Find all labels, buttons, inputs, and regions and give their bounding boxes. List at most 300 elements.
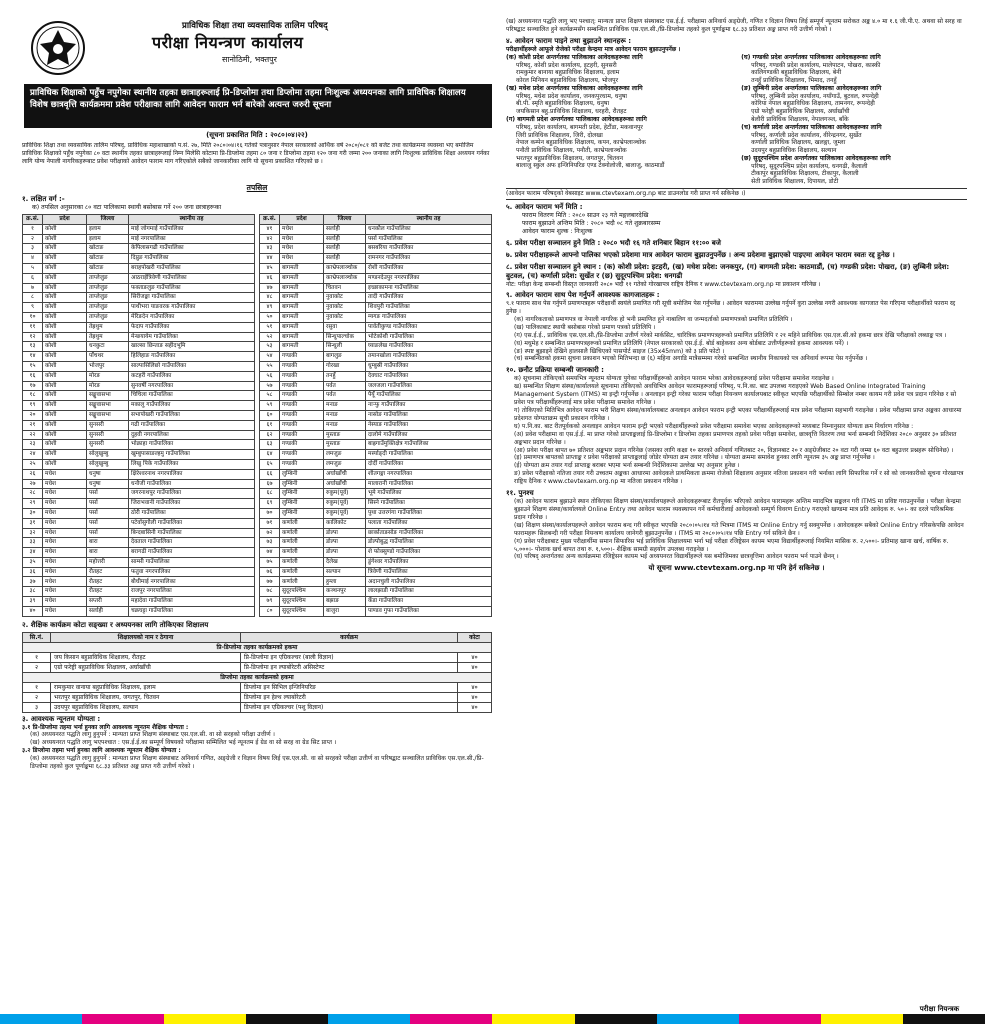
col-sn: क्र.सं. <box>23 215 43 225</box>
row-sn: ४४ <box>260 254 280 264</box>
row-local-level: बसबरिया गाउँपालिका <box>366 244 492 254</box>
section-8: ८. प्रवेश परीक्षा सञ्चालन हुने स्थान : (क) कोशी प्रदेश: इटहरी, (ख) मधेश प्रदेश: जनकपुर, (ग) बागमती प्रदेश: काठमाडौं, (घ) गण्डकी प्रदेश: पोखरा, (ङ) लुम्बिनी प्रदेश: बुटवल, (च) कर्णाली प्रदेश: सुर्खेत र (छ) सुदूरपश्चिम प्रदेश: धनगढी <box>506 262 950 280</box>
row-sn: ७३ <box>260 538 280 548</box>
row-local-level: भोटेकोशी गाउँपालिका <box>366 332 492 342</box>
inst-program: डिप्लोमा इन सिभिल इन्जिनियरिङ <box>241 682 458 692</box>
row-district: महोत्तरी <box>87 557 129 567</box>
table-row <box>23 489 255 499</box>
document-item: (ग) एस.ई.ई., प्राविधिक एस.एल.सी./प्रि-डिप्लोमा उत्तीर्ण गरेको मार्कसिट, चारित्रिक प्रमाणपत्रहरूको प्रमाणित प्रतिलिपि र २१ महिने प्राविधिक एस.एल.सी.को हकमा छात्र देखि परीक्षाको लब्धाङ्क पत्र । <box>514 331 947 339</box>
row-local-level: ठोरी गाउँपालिका <box>129 508 255 518</box>
row-local-level: साम्सी गाउँपालिका <box>129 557 255 567</box>
row-province: लुम्बिनी <box>280 508 324 518</box>
row-district: डोल्पा <box>324 548 366 558</box>
row-district: कालिकोट <box>324 518 366 528</box>
row-sn: ६० <box>260 410 280 420</box>
table-row <box>260 312 492 322</box>
row-sn: ४० <box>23 606 43 616</box>
row-province: बागमती <box>280 273 324 283</box>
row-local-level: लिखु पिके गाउँपालिका <box>129 459 255 469</box>
center-item: बेलौरी प्राविधिक शिक्षालय, नेपालगञ्ज, बाँके <box>751 115 849 123</box>
row-district: सुनसरी <box>87 420 129 430</box>
table-row <box>23 293 255 303</box>
row-province: बागमती <box>280 322 324 332</box>
row-local-level: तमानखोला गाउँपालिका <box>366 352 492 362</box>
center-item: कोरिया नेपाल बहुप्राविधिक शिक्षालय, तामनगर, रूपन्देही <box>751 100 875 108</box>
row-province: मधेश <box>43 597 87 607</box>
row-district: धनुषा <box>87 479 129 489</box>
row-province: बागमती <box>280 312 324 322</box>
row-province: सुदूरपश्चिम <box>280 606 324 616</box>
row-local-level: माई जोगमाई गाउँपालिका <box>129 224 255 234</box>
row-province: कोशी <box>43 293 87 303</box>
table-row <box>260 430 492 440</box>
row-province: गण्डकी <box>280 361 324 371</box>
row-sn: ६ <box>23 273 43 283</box>
row-province: लुम्बिनी <box>280 489 324 499</box>
row-district: खोटाङ <box>87 254 129 264</box>
dist-date: फाराम वितरण मिति : २०८० साउन २३ गते मङ्गलबारदेखि <box>522 211 649 219</box>
row-province: मधेश <box>43 606 87 616</box>
table-row <box>260 263 492 273</box>
row-district: बाजुरा <box>324 606 366 616</box>
row-sn: ७४ <box>260 548 280 558</box>
row-province: मधेश <box>280 254 324 264</box>
row-province: गण्डकी <box>280 430 324 440</box>
center-item: भरतपुर बहुप्राविधिक शिक्षालय, जगतपुर, चितवन <box>516 154 623 162</box>
table-row <box>23 283 255 293</box>
table-row <box>23 303 255 313</box>
row-sn: ७२ <box>260 528 280 538</box>
table-row <box>23 606 255 616</box>
row-sn: ४ <box>23 254 43 264</box>
row-local-level: केपिलासगढी गाउँपालिका <box>129 244 255 254</box>
inst-quota: ४० <box>458 682 492 692</box>
row-sn: १९ <box>23 401 43 411</box>
row-local-level: दुहवी नगरपालिका <box>129 430 255 440</box>
col-local-level: स्थानीय तह <box>366 215 492 225</box>
row-province: मधेश <box>43 489 87 499</box>
row-province: कोशी <box>43 381 87 391</box>
row-province: कोशी <box>43 303 87 313</box>
centers-left <box>506 54 732 186</box>
row-local-level: जिराभवानी गाउँपालिका <box>129 499 255 509</box>
row-province: सुदूरपश्चिम <box>280 587 324 597</box>
selection-item: ग) तोकिएको मितिभित्र आवेदन फाराम भरी शिक्षण संस्था/कार्यालयबाट अनलाइन आवेदन फाराम इन्ट्री भएका परीक्षार्थीहरूलाई मात्र प्रवेश परीक्षामा सहभागी गराइनेछ । प्रवेश परीक्षामा प्राप्त अङ्कका आधारमा प्रदेशगत योग्यताक्रम सूची प्रकाशन गरिनेछ । <box>514 407 962 422</box>
table-row <box>23 254 255 264</box>
row-local-level: डोल्पोबुद्ध गाउँपालिका <box>366 538 492 548</box>
row-sn: ४५ <box>260 263 280 273</box>
table-row <box>260 459 492 469</box>
inst-quota: ४० <box>458 662 492 672</box>
section-3-title: ३. आवश्यक न्यूनतम योग्यता : <box>22 714 101 723</box>
row-sn: ४९ <box>260 303 280 313</box>
selection-item: (इ) प्रमाणपत्र बापतको प्राप्ताङ्क र प्रवेश परीक्षाको प्राप्ताङ्कलाई जोडेर योग्यता क्रम तयार गरिनेछ । योग्यता क्रममा समावेश हुनका लागि न्यूनतम ३५ अङ्क प्राप्त गर्नुपर्नेछ । <box>514 454 875 462</box>
row-local-level: मेरिङदेन गाउँपालिका <box>129 312 255 322</box>
row-local-level: पर्सा गाउँपालिका <box>366 234 492 244</box>
table-row <box>23 528 255 538</box>
row-sn: ५० <box>260 312 280 322</box>
row-district: सुनसरी <box>87 430 129 440</box>
province-title: (ङ) लुम्बिनी प्रदेश अन्तर्गतका पालिकाका आवेदकहरूका लागि <box>741 84 882 92</box>
row-sn: १२ <box>23 332 43 342</box>
section-3-2-b: (ख) अध्ययनरत पद्धति लागु भए पश्चात्: मान्यता प्राप्त शिक्षण संस्थाबाट एस.ई.ई. परीक्षामा अनिवार्य अङ्ग्रेजी, गणित र विज्ञान विषय लिई सम्पूर्ण न्यूनतम सरोकत अङ्क ४.० मा १.६ जी.पी.ए. अथवा सो सरह वा परिषद्बाट सञ्चालित हुने कार्यक्रमसँग सम्बन्धित प्राविधिक एस.एल.सी./प्रि-डिप्लोमा तहको कुल पूर्णाङ्कमा ६८.३३ प्रतिशत अङ्क प्राप्त गरी उत्तीर्ण गरेको । <box>506 18 962 33</box>
row-sn: ५६ <box>260 371 280 381</box>
table-row <box>23 508 255 518</box>
row-sn: ६७ <box>260 479 280 489</box>
ministry-name: प्राविधिक शिक्षा तथा व्यवसायिक तालिम परिषद् <box>182 21 328 31</box>
center-item: एग्रो फरेष्ट्री बहुप्राविधिक शिक्षालय, अर्घाखाँची <box>751 108 850 116</box>
row-sn: ६६ <box>260 469 280 479</box>
row-province: मधेश <box>43 587 87 597</box>
table-row <box>260 273 492 283</box>
table-row <box>260 577 492 587</box>
row-local-level: गढी गाउँपालिका <box>129 420 255 430</box>
row-district: डोल्पा <box>324 528 366 538</box>
row-local-level: रामनगर गाउँपालिका <box>366 254 492 264</box>
row-district: नुवाकोट <box>324 303 366 313</box>
row-province: कोशी <box>43 401 87 411</box>
section-3-1: ३.१ प्रि-डिप्लोमा तहमा भर्ना हुनका लागि आवश्यक न्यूनतम शैक्षिक योग्यता : <box>22 723 189 731</box>
table-row <box>23 420 255 430</box>
row-local-level: हिलिहाङ गाउँपालिका <box>129 352 255 362</box>
row-province: कर्णाली <box>280 528 324 538</box>
row-district: ताप्लेजुङ <box>87 293 129 303</box>
table-row <box>23 587 255 597</box>
table-row <box>260 371 492 381</box>
table-row <box>260 342 492 352</box>
row-district: तेह्रथुम <box>87 332 129 342</box>
row-district: पाँचथर <box>87 352 129 362</box>
row-province: कर्णाली <box>280 557 324 567</box>
office-location: सानोठिमी, भक्तपुर <box>222 55 277 64</box>
selection-item: ङ) प्रवेश परीक्षाको नतिजा तयार गरी उच्चतम अङ्कका आधारमा आवेदकले प्राथमिकता क्रममा रोजेको शिक्षालय अनुसार नतिजा प्रकाशन गरी भर्नाका लागि सिफारिस गर्ने र सो को जानकारीको सूचना गोरखापत्र राष्ट्रिय दैनिक र www.ctevtexam.org.np मा नतिजा प्रकाशन गरिनेछ । <box>514 470 964 486</box>
section-5-title: ५. आवेदन फाराम भर्ने मिति : <box>506 202 583 211</box>
notice-banner: प्राविधिक शिक्षाको पहुँच नपुगेका स्थानीय तहका छात्राहरूलाई प्रि-डिप्लोमा तथा डिप्लोमा तहमा निःशुल्क अध्ययनका लागि प्राविधिक शिक्षालय विशेष छात्रवृत्ति कार्यक्रममा प्रवेश परीक्षाका लागि आवेदन फाराम भर्न बारेको अत्यन्त जरुरी सूचना <box>24 84 492 128</box>
right-column <box>506 18 967 573</box>
row-sn: ३ <box>23 244 43 254</box>
center-item: परिषद्, गण्डकी प्रदेश कार्यालय, मालेपाटन, पोखरा, कास्की <box>751 61 881 69</box>
row-district: मनाङ <box>324 410 366 420</box>
table-row <box>23 459 255 469</box>
row-district: डोल्पा <box>324 538 366 548</box>
row-province: कोशी <box>43 263 87 273</box>
row-local-level: म्यगङ गाउँपालिका <box>366 312 492 322</box>
row-district: तनहुँ <box>324 371 366 381</box>
selection-item: (ई) योग्यता क्रम तयार गर्दा प्राप्ताङ्क बराबर भएमा भर्ना सम्बन्धी निर्देशिकामा उल्लेख भए अनुसार हुनेछ । <box>514 462 740 470</box>
row-sn: ६९ <box>260 499 280 509</box>
table-row <box>260 597 492 607</box>
table-row <box>260 479 492 489</box>
row-local-level: जगरनाथपुर गाउँपालिका <box>129 489 255 499</box>
row-sn: २ <box>23 234 43 244</box>
row-province: कोशी <box>43 391 87 401</box>
row-local-level: पैयूँ गाउँपालिका <box>366 391 492 401</box>
selection-item: क) सूचनामा तोकिएको समयभित्र न्यूनतम योग्यता पुगेका परीक्षार्थीहरूको आवेदन फाराम भरेका आवेदकहरूलाई प्रवेश परीक्षामा समावेश गराइनेछ । <box>514 375 834 383</box>
row-local-level: दिप्रुङ गाउँपालिका <box>129 254 255 264</box>
row-district: सोलुखुम्बु <box>87 450 129 460</box>
row-local-level: महादेवा गाउँपालिका <box>129 597 255 607</box>
row-local-level: आठराईत्रिवेणी गाउँपालिका <box>129 273 255 283</box>
row-local-level: पाथीभरा याङवरक गाउँपालिका <box>129 303 255 313</box>
row-province: मधेश <box>280 244 324 254</box>
row-sn: ४६ <box>260 273 280 283</box>
province-title: (ग) बागमती प्रदेश अन्तर्गतका पालिकाका आवेदकहरूका लागि <box>506 115 647 123</box>
section-9-intro: ९.१ फाराम साथ पेस गर्नुपर्ने प्रमाणपत्रहरू परीक्षार्थी स्वयंले प्रमाणित गरी सूची बमोजिम पेस गर्नुपर्नेछ । आवेदन फाराममा उल्लेख गर्नुपर्ने कुरा उल्लेख नगरी आवश्यक कागजात पेस गरिएमा परीक्षार्थीको फाराम रद्द हुनेछ । <box>506 300 956 316</box>
row-district: सर्लाही <box>324 254 366 264</box>
section-9-title: ९. आवेदन फाराम साथ पेश गर्नुपर्ने आवश्यक कागजातहरू : <box>506 291 660 300</box>
table-row <box>23 518 255 528</box>
row-district: पर्सा <box>87 508 129 518</box>
row-province: बागमती <box>280 283 324 293</box>
left-column <box>22 18 492 771</box>
row-province: कोशी <box>43 244 87 254</box>
row-province: कोशी <box>43 322 87 332</box>
row-sn: ६४ <box>260 450 280 460</box>
table-row <box>23 479 255 489</box>
province-title: (ख) मधेश प्रदेश अन्तर्गतका पालिकाका आवेदकहरूका लागि <box>506 84 643 92</box>
section-3-1-b: (ख) अध्ययनरत पद्धति लागु भएपश्चात : एस.ई.ई.का सम्पूर्ण विषयको परीक्षामा सम्मिलित भई न्यूनतम ई ग्रेड वा सो सरह वा ग्रेड सिट प्राप्त । <box>30 739 337 747</box>
header <box>22 18 492 82</box>
row-province: मधेश <box>280 224 324 234</box>
table-row <box>23 410 255 420</box>
row-sn: ५५ <box>260 361 280 371</box>
row-sn: ५२ <box>260 332 280 342</box>
section-1-sub: क) तपसिल अनुसारका ८० वटा पालिकामा स्थायी बसोबास गर्ने २०० जना छात्राहरूका <box>32 204 222 211</box>
row-district: लमजुङ <box>324 450 366 460</box>
row-sn: ७५ <box>260 557 280 567</box>
table-row <box>260 244 492 254</box>
institution-row <box>23 702 492 712</box>
table-row <box>23 371 255 381</box>
section-4-title: ४. आवेदन फाराम पाइने तथा बुझाउने स्थानहरू : <box>506 36 631 45</box>
row-province: कोशी <box>43 254 87 264</box>
row-local-level: सिस्ने गाउँपालिका <box>366 499 492 509</box>
row-sn: २७ <box>23 479 43 489</box>
row-district: सर्लाही <box>324 234 366 244</box>
center-item: पनौती प्राविधिक शिक्षालय, पनौती, काभ्रेपलाञ्चोक <box>516 146 627 154</box>
table-row <box>23 401 255 411</box>
table-row <box>260 234 492 244</box>
row-sn: ३० <box>23 508 43 518</box>
intro-paragraph: प्राविधिक शिक्षा तथा व्यवसायिक तालिम परिषद्, प्राविधिक महाशाखाको प.सं. २७, मिति २०८०।०४।१६ गतेको पत्रानुसार नेपाल सरकारको आर्थिक वर्ष २०८०/०८१ को बजेट तथा कार्यक्रममा व्यवस्था भए बमोजिम प्राविधिक शिक्षाको पहुँच नपुगेका ८० वटा स्थानीय तहका छात्राहरूलाई निम्न मिलेसि कोटामा प्रि-डिप्लोमा तहमा ८० जना र डिप्लोमा तहमा १२० जना गरी जम्मा २०० जनाका लागि निःशुल्क प्राविधिक शिक्षा अध्ययन गर्नका लागि योग्य नेपाली नागरिकहरूबाट प्रवेश परीक्षाको आवेदन फाराम माग गरिएकोले सबैको जानकारीका लागि यो सूचना प्रकाशित गरिएको छ । <box>22 142 490 165</box>
table-row <box>260 538 492 548</box>
row-province: बागमती <box>280 332 324 342</box>
inst-quota: ४० <box>458 652 492 662</box>
row-district: ताप्लेजुङ <box>87 303 129 313</box>
document-item: (च) सम्बन्धितको हकमा सुचना प्रकाशन भएको मितिभन्दा छ (६) महिना अगाडि मात्रैसम्ममा गरेको सम्बन्धित स्थानीय निकायको पत्र अनिवार्य रूपमा पेस गर्नुपर्नेछ । <box>514 355 868 363</box>
table-row <box>23 499 255 509</box>
section-3-2-a: (क) अध्ययनरत पद्धति लागु हुनुपर्ने : मान्यता प्राप्त शिक्षण संस्थाबाट अनिवार्य गणित, अङ्ग्रेजी र विज्ञान विषय लिई एस.एल.सी. वा सो सरहको परीक्षा उत्तीर्ण वा परिषद्बाट सञ्चालित प्राविधिक एस.एल.सी./प्रि-डिप्लोमा तहको कुल पूर्णाङ्कमा ६८.३३ प्रतिशत अङ्क प्राप्त गरी उत्तीर्ण गरेको । <box>30 755 484 770</box>
row-province: गण्डकी <box>280 352 324 362</box>
province-title: (घ) गण्डकी प्रदेश अन्तर्गतका पालिकाका आवेदकहरूका लागि <box>741 53 881 61</box>
inst-sn: २ <box>23 692 51 702</box>
row-district: ताप्लेजुङ <box>87 273 129 283</box>
row-sn: ४२ <box>260 234 280 244</box>
row-district: सङ्खुवासभा <box>87 401 129 411</box>
row-sn: ७० <box>260 508 280 518</box>
row-district: सिन्धुपाल्चोक <box>324 332 366 342</box>
row-local-level: फक्ताङलुङ गाउँपालिका <box>129 283 255 293</box>
col-district: जिल्ला <box>324 215 366 225</box>
table-row <box>260 254 492 264</box>
row-province: कर्णाली <box>280 567 324 577</box>
row-sn: ४१ <box>260 224 280 234</box>
row-sn: ८० <box>260 606 280 616</box>
row-sn: ३३ <box>23 538 43 548</box>
row-local-level: रोशी गाउँपालिका <box>366 263 492 273</box>
section-4-sub: परीक्षार्थीहरूले आफूले रोजेको परीक्षा केन्द्रमा मात्र आवेदन फाराम बुझाउनुपर्नेछ । <box>506 45 681 53</box>
row-province: गण्डकी <box>280 450 324 460</box>
notice-sheet <box>22 18 967 1013</box>
row-local-level: बाह्रगाउँमुक्तिक्षेत्र गाउँपालिका <box>366 440 492 450</box>
row-district: इलाम <box>87 224 129 234</box>
row-district: सर्लाही <box>324 224 366 234</box>
postscript-list <box>506 498 967 561</box>
centers-right <box>741 54 967 186</box>
row-local-level: पटेर्वासुगौली गाउँपालिका <box>129 518 255 528</box>
row-sn: ७९ <box>260 597 280 607</box>
row-province: मधेश <box>43 528 87 538</box>
center-item: रामकुमार बानाया बहुप्राविधिक शिक्षालय, इलाम <box>516 69 620 77</box>
table-row <box>260 391 492 401</box>
row-province: कोशी <box>43 352 87 362</box>
inst-program: डिप्लोमा इन एग्रिकल्चर (पशु विज्ञान) <box>241 702 458 712</box>
row-sn: ६८ <box>260 489 280 499</box>
center-item: बी.पी. स्मृति बहुप्राविधिक शिक्षालय, धनुषा <box>516 100 610 108</box>
row-sn: १ <box>23 224 43 234</box>
row-local-level: क्षिरेश्वरनाथ नगरपालिका <box>129 469 255 479</box>
row-province: गण्डकी <box>280 371 324 381</box>
section-10-title: १०. छनौट प्रक्रिया सम्बन्धी जानकारी : <box>506 366 604 375</box>
row-local-level: पुथा उत्तरगंगा गाउँपालिका <box>366 508 492 518</box>
inst-name: उदयपुर बहुप्राविधिक शिक्षालय, सल्यान <box>51 702 241 712</box>
row-sn: ५३ <box>260 342 280 352</box>
signature: परीक्षा नियन्त्रक <box>919 1005 959 1013</box>
row-sn: ५७ <box>260 381 280 391</box>
table-row <box>260 548 492 558</box>
row-district: नुवाकोट <box>324 293 366 303</box>
row-district: सङ्खुवासभा <box>87 410 129 420</box>
section-7: ७. प्रवेश परीक्षाहरूले आफ्नो पालिका भएको प्रदेशमा मात्र आवेदन फाराम बुझाउनुपर्नेछ । अन्य प्रदेशमा बुझाएको पाइएमा आवेदन फाराम स्वतः रद्द हुनेछ । <box>506 250 895 259</box>
inst-sn: १ <box>23 682 51 692</box>
row-local-level: पाण्डव गुफा गाउँपालिका <box>366 606 492 616</box>
row-sn: ७६ <box>260 567 280 577</box>
row-district: रौतहट <box>87 567 129 577</box>
row-province: गण्डकी <box>280 420 324 430</box>
row-local-level: नेस्याङ गाउँपालिका <box>366 420 492 430</box>
row-district: कञ्चनपुर <box>324 587 366 597</box>
row-local-level: मेन्छयायेम गाउँपालिका <box>129 332 255 342</box>
row-district: बारा <box>87 548 129 558</box>
center-item: जिरी प्राविधिक शिक्षालय, जिरी, दोलखा <box>516 131 603 139</box>
row-province: कोशी <box>43 273 87 283</box>
table-row <box>260 489 492 499</box>
inst-quota: ४० <box>458 702 492 712</box>
row-district: बागलुङ <box>324 352 366 362</box>
table-row <box>23 224 255 234</box>
row-local-level: सभापोखरी गाउँपालिका <box>129 410 255 420</box>
row-district: सर्लाही <box>87 606 129 616</box>
row-local-level: राजपुर नगरपालिका <box>129 587 255 597</box>
center-item: सेती प्राविधिक शिक्षालय, दिपायल, डोटी <box>751 178 839 186</box>
section-6: ६. प्रवेश परीक्षा सञ्चालन हुने मिति : २०८० भदौ १६ गते शनिबार बिहान ११:०० बजे <box>506 238 721 247</box>
row-district: ताप्लेजुङ <box>87 283 129 293</box>
table-row <box>23 538 255 548</box>
row-province: कोशी <box>43 224 87 234</box>
province-title: (क) कोशी प्रदेश अन्तर्गतका पालिकाका आवेदकहरूका लागि <box>506 53 643 61</box>
row-sn: ५ <box>23 263 43 273</box>
row-district: इलाम <box>87 234 129 244</box>
row-province: कर्णाली <box>280 518 324 528</box>
row-province: गण्डकी <box>280 459 324 469</box>
row-local-level: अदानचुली गाउँपालिका <box>366 577 492 587</box>
row-sn: २६ <box>23 469 43 479</box>
inst-name: एग्रो फरेष्ट्री बहुप्राविधिक शिक्षालय, अर्घाखाँची <box>51 662 241 672</box>
table-row <box>260 352 492 362</box>
row-district: सोलुखुम्बु <box>87 459 129 469</box>
row-district: अर्घाखाँची <box>324 469 366 479</box>
row-district: लमजुङ <box>324 459 366 469</box>
row-sn: ८ <box>23 293 43 303</box>
table-row <box>23 430 255 440</box>
table-row <box>260 303 492 313</box>
col-province: प्रदेश <box>43 215 87 225</box>
row-district: चितवन <box>324 283 366 293</box>
row-sn: १८ <box>23 391 43 401</box>
col-local-level: स्थानीय तह <box>129 215 255 225</box>
inst-name: रामकुमार वानाया बहुप्राविधिक शिक्षालय, इलाम <box>51 682 241 692</box>
row-local-level: बराहपोखरी गाउँपालिका <box>129 263 255 273</box>
row-district: रसुवा <box>324 322 366 332</box>
row-local-level: चिचिला गाउँपालिका <box>129 391 255 401</box>
row-district: नुवाकोट <box>324 312 366 322</box>
table-row <box>23 381 255 391</box>
table-row <box>23 342 255 352</box>
table-row <box>260 283 492 293</box>
row-local-level: खाल्सा छिन्ताङ सहीदभूमि <box>129 342 255 352</box>
row-sn: ५८ <box>260 391 280 401</box>
row-district: पर्सा <box>87 489 129 499</box>
institution-row <box>23 652 492 662</box>
row-local-level: भोक्राहा गाउँपालिका <box>129 440 255 450</box>
table-row <box>260 450 492 460</box>
row-district: धनुषा <box>87 469 129 479</box>
table-row <box>260 606 492 616</box>
row-local-level: धनकौल गाउँपालिका <box>366 224 492 234</box>
row-district: सल्यान <box>324 567 366 577</box>
table-row <box>23 548 255 558</box>
row-sn: ३७ <box>23 577 43 587</box>
table-row <box>23 440 255 450</box>
row-local-level: चक्रघट्टा गाउँपालिका <box>129 606 255 616</box>
row-province: गण्डकी <box>280 401 324 411</box>
row-district: अर्घाखाँची <box>324 479 366 489</box>
row-sn: ७ <box>23 283 43 293</box>
row-province: कोशी <box>43 312 87 322</box>
details-title: तपसिल <box>246 183 268 192</box>
table-row <box>260 361 492 371</box>
row-sn: ६३ <box>260 440 280 450</box>
row-sn: ५१ <box>260 322 280 332</box>
table-row <box>260 567 492 577</box>
row-province: मधेश <box>280 234 324 244</box>
row-sn: १० <box>23 312 43 322</box>
table-row <box>23 244 255 254</box>
row-local-level: खुम्बुपासाङल्हमु गाउँपालिका <box>129 450 255 460</box>
row-sn: ३४ <box>23 548 43 558</box>
row-sn: २२ <box>23 430 43 440</box>
center-item: परिषद्, कर्णाली प्रदेश कार्यालय, वीरेन्द्रनगर, सुर्खेत <box>751 131 862 139</box>
